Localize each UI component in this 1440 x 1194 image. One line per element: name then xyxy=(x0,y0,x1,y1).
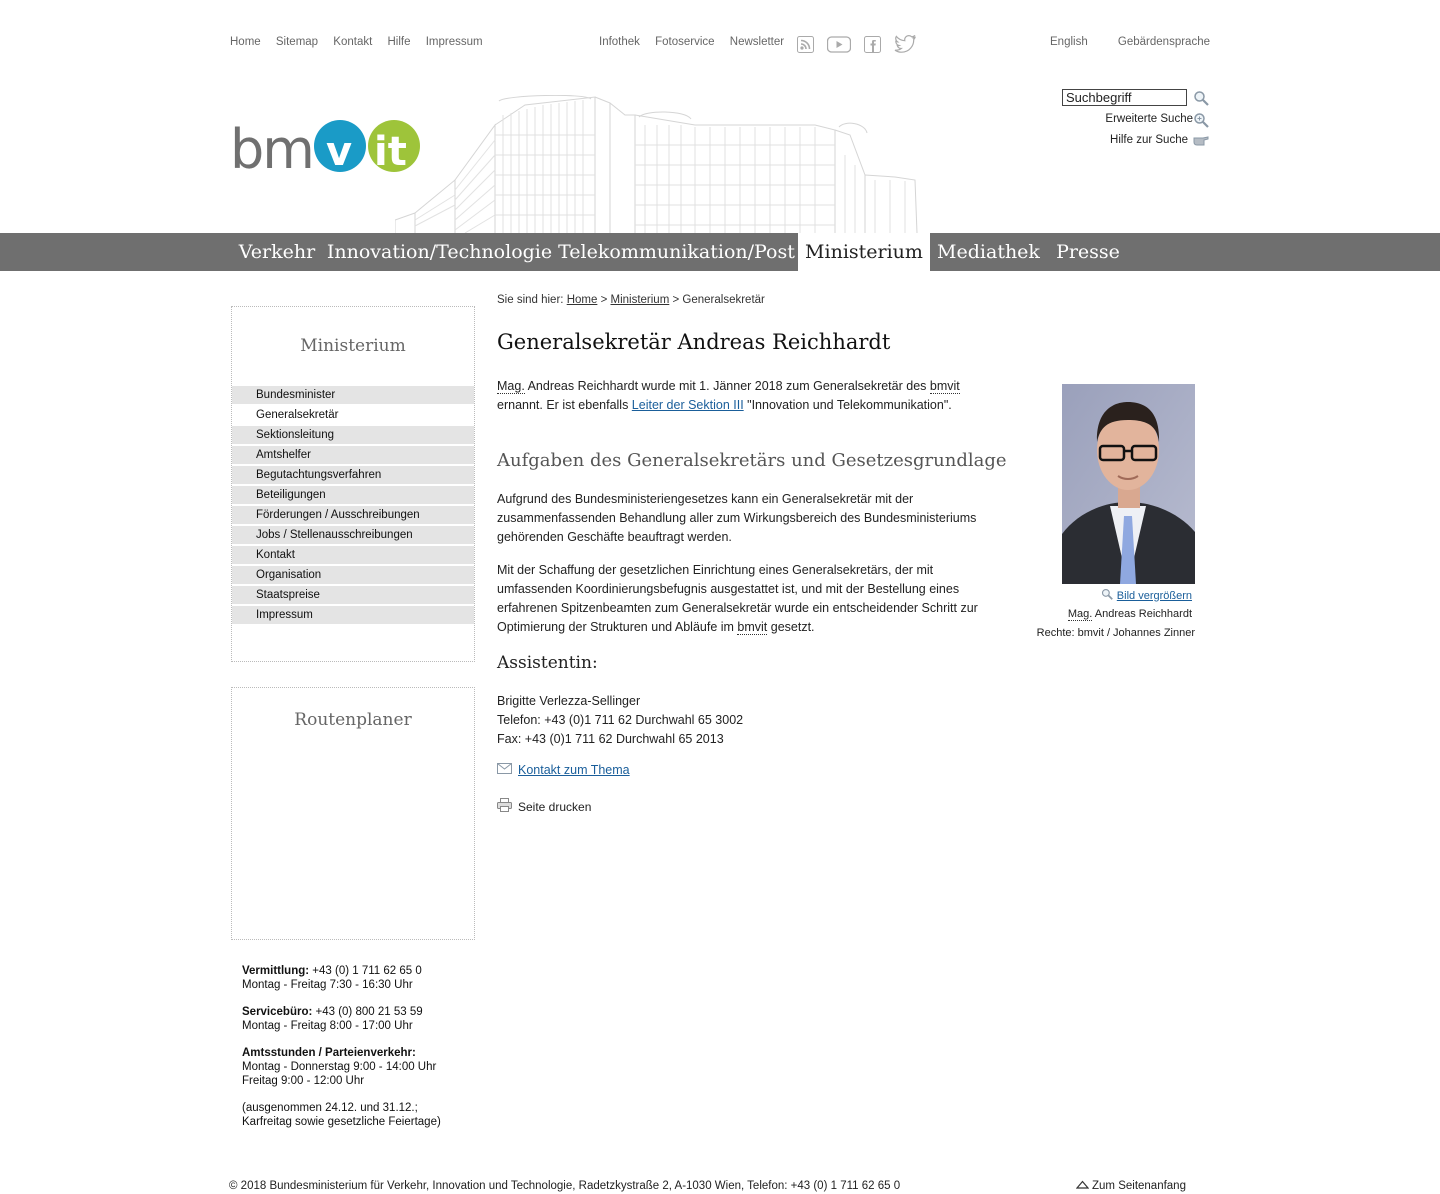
enlarge-image-link[interactable]: Bild vergrößern xyxy=(1116,589,1192,602)
svg-text:it: it xyxy=(374,129,407,174)
top-links-center xyxy=(599,36,796,48)
nav-mediathek[interactable]: Mediathek xyxy=(937,241,1040,263)
sidebar-item-jobs[interactable]: Jobs / Stellenausschreibungen xyxy=(232,526,474,544)
intro-text-3: "Innovation und Telekommunikation". xyxy=(743,398,952,412)
print-label: Seite drucken xyxy=(518,799,592,814)
toplink-home[interactable]: Home xyxy=(230,36,261,48)
caption-mag: Mag. xyxy=(1067,608,1093,620)
tasks-paragraph-2 xyxy=(497,561,989,637)
contact-topic-link[interactable]: Kontakt zum Thema xyxy=(518,763,630,777)
breadcrumb-separator: > xyxy=(672,294,680,306)
bmvit-logo[interactable] xyxy=(230,118,430,174)
back-to-top-label: Zum Seitenanfang xyxy=(1092,1180,1186,1192)
social-icons xyxy=(797,35,916,53)
print-page[interactable] xyxy=(497,798,591,815)
advanced-search-icon[interactable] xyxy=(1193,112,1209,133)
printer-icon xyxy=(497,798,512,815)
service-hours: Montag - Freitag 8:00 - 17:00 Uhr xyxy=(242,1020,413,1032)
building-illustration xyxy=(395,95,920,233)
back-to-top[interactable] xyxy=(1076,1180,1186,1192)
envelope-icon xyxy=(497,763,512,777)
abbr-bmvit: bmvit xyxy=(929,379,960,393)
search-input[interactable] xyxy=(1062,89,1187,106)
nav-ministerium[interactable]: Ministerium xyxy=(798,233,930,271)
toplink-sign-language[interactable]: Gebärdensprache xyxy=(1117,36,1210,48)
breadcrumb-prefix: Sie sind hier: xyxy=(497,294,564,306)
toplink-sitemap[interactable]: Sitemap xyxy=(275,36,319,48)
tasks-text-2a: Mit der Schaffung der gesetzlichen Einrichtung eines Generalsekretärs, der mit umfassenden Koordinierungsbefugnis ausgestattet ist, und mit der Bestellung eines erfahrenen Spitzenbeamten zum Generalsekretär wurde ein entscheidender Schritt zur Optimierung der Strukturen und Abläufe im xyxy=(497,563,978,634)
contact-topic xyxy=(497,763,630,777)
svg-text:bm: bm xyxy=(230,118,313,174)
sidebar-item-sektionsleitung[interactable]: Sektionsleitung xyxy=(232,426,474,444)
breadcrumb-ministerium[interactable]: Ministerium xyxy=(610,294,670,306)
sidebar-item-kontakt[interactable]: Kontakt xyxy=(232,546,474,564)
assistant-details xyxy=(497,692,989,749)
toplink-newsletter[interactable]: Newsletter xyxy=(729,36,785,48)
toplink-infothek[interactable]: Infothek xyxy=(599,36,640,48)
facebook-icon[interactable] xyxy=(864,36,881,53)
assistant-phone: Telefon: +43 (0)1 711 62 Durchwahl 65 3002 xyxy=(497,713,744,727)
breadcrumb xyxy=(497,294,765,306)
vermittlung-label: Vermittlung: xyxy=(242,965,310,977)
sidebar-item-begutachtungsverfahren[interactable]: Begutachtungsverfahren xyxy=(232,466,474,484)
sektion-iii-link[interactable]: Leiter der Sektion III xyxy=(631,398,744,412)
toplink-hilfe[interactable]: Hilfe xyxy=(387,36,411,48)
enlarge-image[interactable] xyxy=(1101,588,1192,603)
assistant-heading: Assistentin: xyxy=(497,653,598,673)
holiday-note-1: (ausgenommen 24.12. und 31.12.; xyxy=(242,1102,418,1114)
svg-text:v: v xyxy=(326,129,353,174)
abbr-bmvit: bmvit xyxy=(737,620,768,634)
contact-info xyxy=(242,964,482,1142)
holiday-note-2: Karfreitag sowie gesetzliche Feiertage) xyxy=(242,1116,441,1128)
toplink-english[interactable]: English xyxy=(1050,36,1088,48)
pointing-hand-icon[interactable] xyxy=(1193,134,1209,152)
amt-label: Amtsstunden / Parteienverkehr: xyxy=(242,1047,416,1059)
top-links-right xyxy=(1050,36,1210,48)
main-nav xyxy=(0,233,1440,271)
photo-caption xyxy=(1068,608,1192,620)
magnifier-icon xyxy=(1101,588,1113,603)
abbr-mag: Mag. xyxy=(497,379,525,393)
sidebar-item-amtshelfer[interactable]: Amtshelfer xyxy=(232,446,474,464)
routeplanner-box xyxy=(231,687,475,940)
assistant-name: Brigitte Verlezza-Sellinger xyxy=(497,694,641,708)
nav-innovation-technologie[interactable]: Innovation/Technologie xyxy=(326,241,553,263)
youtube-icon[interactable] xyxy=(827,36,851,53)
rss-icon[interactable] xyxy=(797,36,814,53)
tasks-text-2c: gesetzt. xyxy=(767,620,815,634)
amt-hours-1: Montag - Donnerstag 9:00 - 14:00 Uhr xyxy=(242,1061,437,1073)
sidebar-menu xyxy=(232,386,474,626)
footer-copyright: © 2018 Bundesministerium für Verkehr, Innovation und Technologie, Radetzkystraße 2, A-1030 Wien, Telefon: +43 (0) 1 711 62 65 0 xyxy=(229,1180,901,1192)
breadcrumb-home[interactable]: Home xyxy=(566,294,598,306)
arrow-up-icon xyxy=(1076,1180,1089,1192)
portrait-photo[interactable] xyxy=(1062,384,1195,584)
nav-telekommunikation-post[interactable]: Telekommunikation/Post xyxy=(558,241,795,263)
routeplanner-title: Routenplaner xyxy=(294,710,412,730)
top-links-left xyxy=(230,36,495,48)
intro-paragraph xyxy=(497,377,989,415)
intro-text-1: Andreas Reichhardt wurde mit 1. Jänner 2018 zum Generalsekretär des xyxy=(524,379,930,393)
service-phone: +43 (0) 800 21 53 59 xyxy=(312,1006,423,1018)
amt-hours-2: Freitag 9:00 - 12:00 Uhr xyxy=(242,1075,365,1087)
breadcrumb-current: Generalsekretär xyxy=(682,294,765,306)
sidebar-item-foerderungen[interactable]: Förderungen / Ausschreibungen xyxy=(232,506,474,524)
sidebar-item-organisation[interactable]: Organisation xyxy=(232,566,474,584)
search-help-link[interactable]: Hilfe zur Suche xyxy=(1110,134,1188,146)
tasks-paragraph-1: Aufgrund des Bundesministeriengesetzes kann ein Generalsekretär mit der zusammenfassenden Behandlung aller zum Wirkungsbereich des Bundesministeriums gehörenden Geschäfte beauftragt werden. xyxy=(497,492,977,544)
service-label: Servicebüro: xyxy=(242,1006,313,1018)
nav-presse[interactable]: Presse xyxy=(1056,241,1120,263)
sidebar-item-staatspreise[interactable]: Staatspreise xyxy=(232,586,474,604)
caption-name: Andreas Reichhardt xyxy=(1092,608,1192,620)
vermittlung-hours: Montag - Freitag 7:30 - 16:30 Uhr xyxy=(242,979,413,991)
sidebar-item-impressum[interactable]: Impressum xyxy=(232,606,474,624)
nav-verkehr[interactable]: Verkehr xyxy=(238,241,316,263)
assistant-fax: Fax: +43 (0)1 711 62 Durchwahl 65 2013 xyxy=(497,732,724,746)
toplink-impressum[interactable]: Impressum xyxy=(425,36,483,48)
vermittlung-phone: +43 (0) 1 711 62 65 0 xyxy=(309,965,422,977)
search-icon[interactable] xyxy=(1193,90,1209,111)
tasks-heading: Aufgaben des Generalsekretärs und Gesetzesgrundlage xyxy=(497,450,1007,471)
sidebar-item-generalsekretaer[interactable]: Generalsekretär xyxy=(232,406,474,424)
toplink-fotoservice[interactable]: Fotoservice xyxy=(655,36,715,48)
sidebar-item-bundesminister[interactable]: Bundesminister xyxy=(232,386,474,404)
sidebar-item-beteiligungen[interactable]: Beteiligungen xyxy=(232,486,474,504)
page-title: Generalsekretär Andreas Reichhardt xyxy=(497,330,891,354)
intro-text-2: ernannt. Er ist ebenfalls xyxy=(497,398,632,412)
breadcrumb-separator: > xyxy=(600,294,608,306)
advanced-search-link[interactable]: Erweiterte Suche xyxy=(1105,113,1193,125)
sidebar-title: Ministerium xyxy=(300,336,406,356)
photo-rights: Rechte: bmvit / Johannes Zinner xyxy=(1036,627,1195,639)
twitter-icon[interactable] xyxy=(894,35,916,53)
toplink-kontakt[interactable]: Kontakt xyxy=(333,36,373,48)
